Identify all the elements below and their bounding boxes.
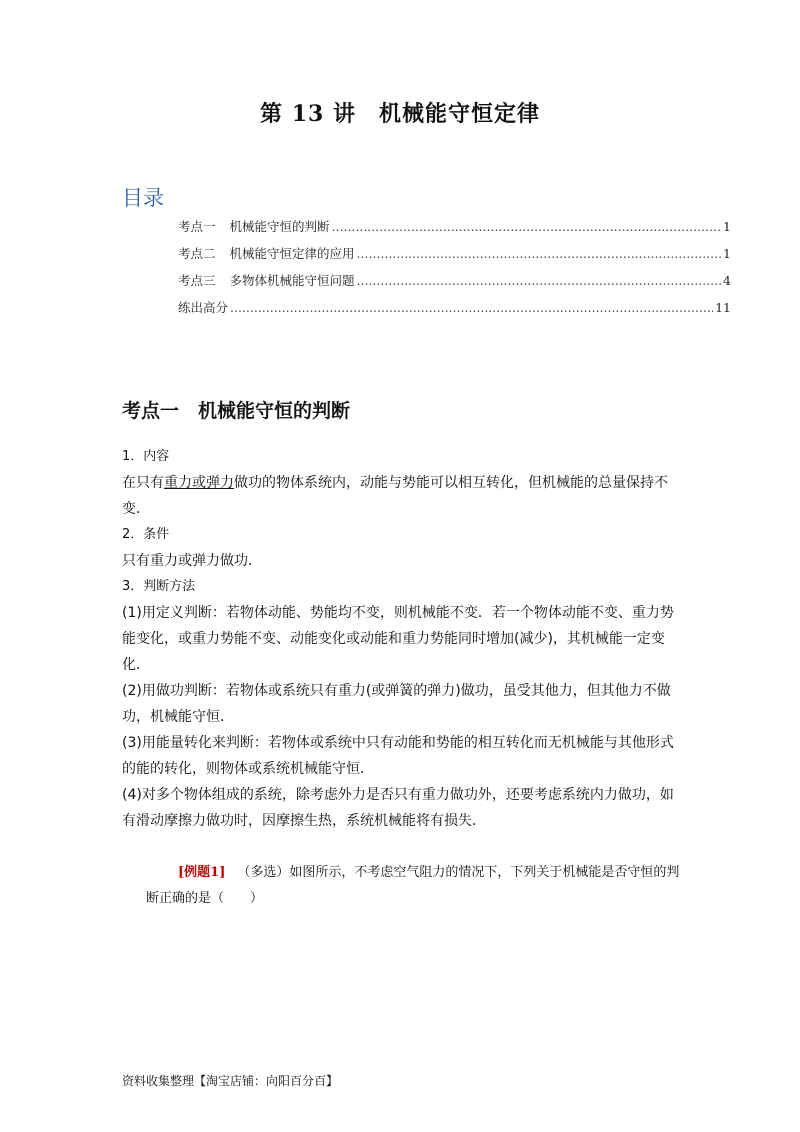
subheading-condition: 2．条件 xyxy=(122,527,170,542)
toc-leader xyxy=(230,300,713,315)
toc-heading: 目录 xyxy=(122,186,164,210)
toc-entry-label: 考点一 xyxy=(178,219,216,234)
toc-entry-label: 考点三 xyxy=(178,273,216,288)
toc-entry-label: 考点二 xyxy=(178,246,216,261)
content-text: 在只有 xyxy=(122,475,164,491)
method-4: (4)对多个物体组成的系统，除考虑外力是否只有重力做功外，还要考虑系统内力做功，如有滑动摩擦力做功时，因摩擦生热，系统机械能将有损失． xyxy=(122,787,674,829)
subheading-content: 1．内容 xyxy=(122,449,170,464)
toc-entry-page: 1 xyxy=(723,246,731,261)
toc-leader xyxy=(332,219,722,234)
underlined-term: 重力或弹力 xyxy=(164,475,234,491)
toc-entry-page: 1 xyxy=(723,219,731,234)
table-of-contents xyxy=(178,217,731,325)
toc-leader xyxy=(357,246,722,261)
method-3: (3)用能量转化来判断：若物体或系统中只有动能和势能的相互转化而无机械能与其他形式的能的转化，则物体或系统机械能守恒． xyxy=(122,735,674,777)
toc-entry-text: 机械能守恒定律的应用 xyxy=(229,246,355,261)
toc-entry-label: 练出高分 xyxy=(178,300,229,315)
toc-entry-4[interactable] xyxy=(178,298,731,325)
method-2: (2)用做功判断：若物体或系统只有重力(或弹簧的弹力)做功，虽受其他力，但其他力不做功，机械能守恒． xyxy=(122,683,671,725)
toc-entry-2[interactable] xyxy=(178,244,731,271)
toc-entry-text: 机械能守恒的判断 xyxy=(229,219,330,234)
method-1: (1)用定义判断：若物体动能、势能均不变，则机械能不变．若一个物体动能不变、重力势能变化，或重力势能不变、动能变化或动能和重力势能同时增加(减少)，其机械能一定变化． xyxy=(122,605,674,673)
example-text: （多选）如图所示，不考虑空气阻力的情况下，下列关于机械能是否守恒的判断正确的是（ ） xyxy=(146,865,680,906)
content-paragraph xyxy=(122,470,682,522)
example-1 xyxy=(146,860,680,912)
subheading-methods: 3．判断方法 xyxy=(122,579,196,594)
content-text: 做功的物体系统内，动能与势能可以相互转化，但机械能的总量保持不变． xyxy=(122,475,668,517)
example-tag: [例题1] xyxy=(178,865,226,880)
toc-leader xyxy=(357,273,722,288)
section-body xyxy=(122,444,682,834)
toc-entry-1[interactable] xyxy=(178,217,731,244)
page-title: 第 13 讲 机械能守恒定律 xyxy=(260,101,540,127)
section-heading: 考点一 机械能守恒的判断 xyxy=(122,400,351,422)
condition-paragraph: 只有重力或弹力做功． xyxy=(122,553,262,569)
toc-entry-page: 11 xyxy=(715,300,731,315)
toc-entry-page: 4 xyxy=(723,273,731,288)
toc-entry-3[interactable] xyxy=(178,271,731,298)
footer-text: 资料收集整理【淘宝店铺：向阳百分百】 xyxy=(122,1074,339,1088)
toc-entry-text: 多物体机械能守恒问题 xyxy=(229,273,355,288)
